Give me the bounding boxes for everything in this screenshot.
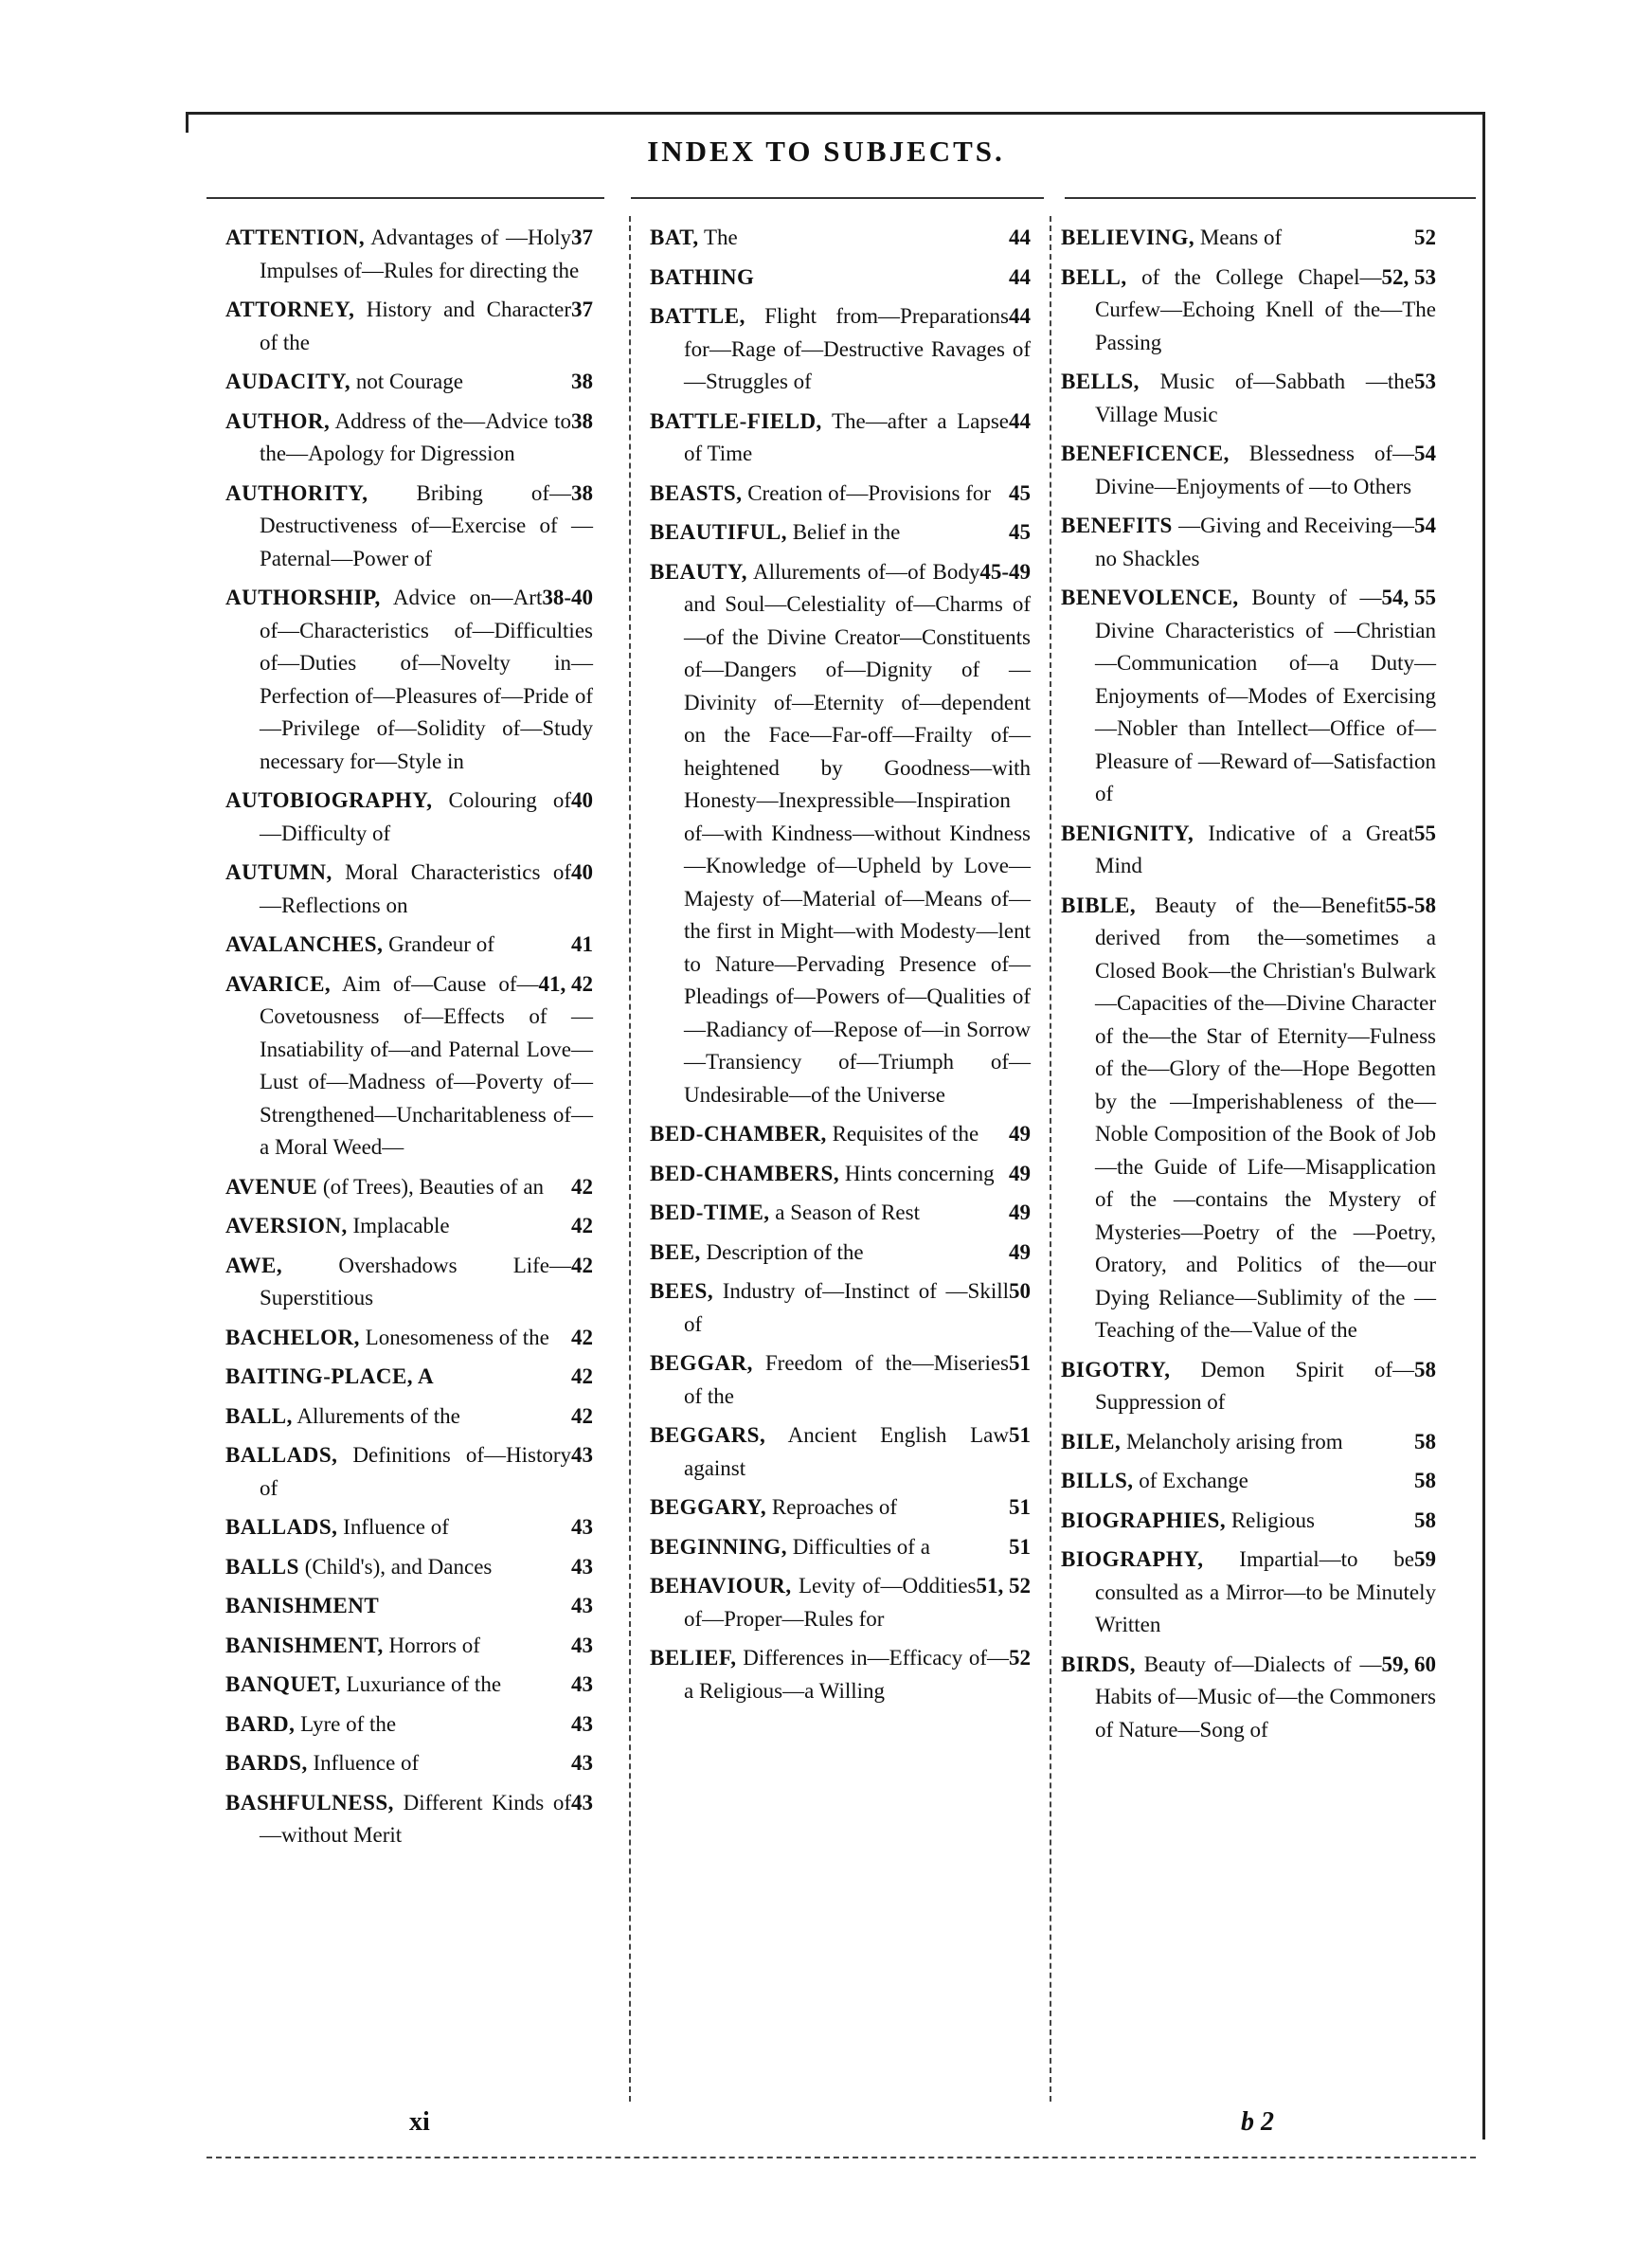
entry-pages: 55 [1414, 821, 1436, 845]
entry-heading: BELIEF, [650, 1646, 737, 1670]
entry-heading: BEASTS, [650, 480, 743, 505]
title-rule-left [206, 197, 604, 199]
entry-subtopics: Influence of [343, 1515, 449, 1539]
frame-right-rule [1482, 112, 1485, 2140]
entry-subtopics: Indicative of a Great Mind [1095, 821, 1414, 877]
entry-subtopics: Hints concerning [844, 1161, 995, 1185]
entry-heading: BEES, [650, 1279, 714, 1303]
entry-heading: BATHING [650, 264, 755, 289]
entry-heading: BIRDS, [1061, 1652, 1137, 1676]
index-entry [225, 478, 593, 576]
entry-pages: 37 [571, 226, 593, 249]
entry-heading: BILLS, [1061, 1469, 1134, 1492]
entry-pages: 45-49 [979, 559, 1031, 584]
index-entry [225, 1322, 593, 1355]
entry-heading: BIBLE, [1061, 893, 1137, 917]
index-entry [1061, 1505, 1436, 1538]
index-entry [650, 1275, 1031, 1341]
entry-subtopics: Address of the—Advice to the—Apology for Digression [260, 408, 571, 465]
index-entry [1061, 1426, 1436, 1459]
entry-pages: 43 [571, 1711, 593, 1736]
entry-subtopics: Luxuriance of the [346, 1672, 502, 1696]
index-entry [1061, 890, 1436, 1347]
entry-pages: 55-58 [1385, 893, 1436, 917]
entry-pages: 51 [1009, 1534, 1031, 1559]
entry-pages: 44 [1009, 264, 1031, 289]
entry-heading: BALLADS, [225, 1443, 338, 1467]
entry-heading: AVARICE, [225, 971, 332, 996]
index-entry [1061, 1544, 1436, 1642]
entry-subtopics: Reproaches of [771, 1495, 898, 1519]
index-entry [225, 222, 593, 287]
index-entry [225, 968, 593, 1165]
index-entry [1061, 1649, 1436, 1747]
entry-heading: BILE, [1061, 1429, 1122, 1454]
entry-pages: 43 [571, 1515, 593, 1539]
entry-subtopics: not Courage [355, 370, 463, 393]
entry-heading: BARDS, [225, 1751, 308, 1775]
entry-subtopics: Belief in the [792, 520, 901, 544]
entry-subtopics: Influence of [313, 1751, 420, 1775]
entry-pages: 49 [1009, 1239, 1031, 1264]
index-entry [1061, 818, 1436, 883]
entry-subtopics: Colouring of—Difficulty of [260, 788, 571, 845]
index-entry [650, 1419, 1031, 1485]
entry-heading: AVENUE [225, 1174, 318, 1199]
entry-subtopics: Description of the [706, 1239, 864, 1264]
title-rule-right [1065, 197, 1476, 199]
index-entry [1061, 1354, 1436, 1419]
entry-pages: 44 [1009, 408, 1031, 433]
entry-subtopics: —Giving and Receiving—no Shackles [1095, 514, 1414, 570]
entry-pages: 51 [1009, 1495, 1031, 1519]
index-entry [650, 1197, 1031, 1230]
entry-pages: 43 [571, 1443, 593, 1467]
index-entry [225, 582, 593, 778]
entry-subtopics: Different Kinds of—without Merit [260, 1790, 571, 1847]
entry-pages: 54 [1414, 442, 1436, 465]
entry-heading: BELL, [1061, 264, 1127, 289]
entry-heading: BEGGAR, [650, 1351, 753, 1375]
entry-pages: 43 [571, 1751, 593, 1775]
frame-left-tick [186, 112, 189, 133]
entry-subtopics: of Exchange [1139, 1469, 1248, 1492]
index-entry [225, 1250, 593, 1315]
entry-heading: ATTENTION, [225, 226, 366, 249]
entry-pages: 54, 55 [1381, 586, 1436, 609]
entry-heading: BALLADS, [225, 1515, 338, 1539]
entry-heading: BEGINNING, [650, 1534, 787, 1559]
entry-pages: 53 [1414, 370, 1436, 393]
entry-pages: 58 [1414, 1508, 1436, 1532]
entry-subtopics: Differences in—Efficacy of—a Religious—a Willing [684, 1646, 1009, 1703]
entry-subtopics: Freedom of the—Miseries of the [684, 1351, 1010, 1408]
title-rule-middle [631, 197, 1044, 199]
entry-pages: 54 [1414, 514, 1436, 537]
entry-pages: 43 [571, 1633, 593, 1657]
index-column-1 [225, 222, 593, 1859]
index-entry [650, 516, 1031, 550]
entry-heading: BEE, [650, 1239, 701, 1264]
index-entry [225, 1171, 593, 1204]
entry-subtopics: Blessedness of—Divine—Enjoyments of —to Others [1095, 442, 1414, 498]
index-entry [225, 294, 593, 359]
entry-subtopics: (Child's), and Dances [304, 1554, 493, 1579]
entry-subtopics: Advantages of —Holy Impulses of—Rules for directing the [260, 226, 580, 282]
entry-subtopics: Lyre of the [300, 1711, 397, 1736]
index-entry [225, 406, 593, 471]
entry-pages: 38 [571, 408, 593, 433]
index-entry [225, 1439, 593, 1505]
entry-pages: 58 [1414, 1469, 1436, 1492]
entry-pages: 50 [1009, 1279, 1031, 1303]
entry-pages: 41 [571, 932, 593, 956]
entry-subtopics: of the College Chapel—Curfew—Echoing Knell of the—The Passing [1095, 264, 1436, 354]
index-entry [650, 406, 1031, 471]
index-entry [650, 262, 1031, 295]
index-entry [225, 1747, 593, 1780]
column-divider-left [629, 216, 631, 2102]
entry-heading: BELIEVING, [1061, 226, 1195, 249]
entry-heading: BASHFULNESS, [225, 1790, 394, 1815]
entry-subtopics: Means of [1199, 226, 1283, 249]
entry-pages: 51, 52 [976, 1574, 1031, 1598]
entry-pages: 52, 53 [1381, 264, 1436, 289]
entry-heading: BENEFICENCE, [1061, 442, 1230, 465]
entry-subtopics: Bribing of—Destructiveness of—Exercise of —Paternal—Power of [260, 480, 593, 570]
index-entry [650, 1118, 1031, 1151]
entry-heading: BATTLE, [650, 304, 745, 328]
page-number: xi [409, 2107, 430, 2137]
entry-heading: BED-CHAMBERS, [650, 1161, 840, 1185]
entry-pages: 59 [1414, 1547, 1436, 1571]
index-entry [650, 556, 1031, 1112]
entry-subtopics: Industry of—Instinct of —Skill of [684, 1279, 1009, 1336]
entry-heading: BANISHMENT [225, 1594, 380, 1617]
entry-subtopics: History and Character of the [260, 298, 571, 354]
entry-heading: BEHAVIOUR, [650, 1574, 792, 1598]
entry-heading: BIOGRAPHY, [1061, 1547, 1204, 1571]
entry-heading: BAITING-PLACE, A [225, 1364, 435, 1388]
index-entry [1061, 366, 1436, 431]
index-entry [225, 1511, 593, 1544]
entry-subtopics: (of Trees), Beauties of an [322, 1174, 545, 1199]
entry-pages: 45 [1009, 520, 1031, 544]
entry-heading: AUDACITY, [225, 370, 351, 393]
entry-subtopics: Religious [1230, 1508, 1315, 1532]
entry-heading: BACHELOR, [225, 1325, 360, 1349]
entry-heading: BANISHMENT, [225, 1633, 384, 1657]
entry-heading: BIOGRAPHIES, [1061, 1508, 1227, 1532]
entry-heading: BEGGARY, [650, 1495, 767, 1519]
index-entry [650, 1642, 1031, 1707]
entry-subtopics: Lonesomeness of the [365, 1325, 549, 1349]
entry-pages: 58 [1414, 1357, 1436, 1381]
entry-pages: 49 [1009, 1161, 1031, 1185]
index-entry [650, 1237, 1031, 1270]
entry-heading: BENEVOLENCE, [1061, 586, 1239, 609]
entry-pages: 40 [571, 788, 593, 812]
entry-heading: BENIGNITY, [1061, 821, 1194, 845]
entry-heading: BEAUTIFUL, [650, 520, 787, 544]
entry-subtopics: Horrors of [388, 1633, 480, 1657]
entry-subtopics: Impartial—to be consulted as a Mirror—to be Minutely Written [1095, 1547, 1436, 1636]
entry-pages: 43 [571, 1672, 593, 1696]
entry-heading: AUTOBIOGRAPHY, [225, 788, 433, 812]
entry-pages: 52 [1414, 226, 1436, 249]
entry-subtopics: Requisites of the [832, 1122, 979, 1146]
entry-pages: 51 [1009, 1423, 1031, 1447]
index-entry [225, 1787, 593, 1852]
entry-heading: AUTHORSHIP, [225, 586, 381, 609]
entry-heading: BELLS, [1061, 370, 1140, 393]
entry-subtopics: The [703, 226, 738, 249]
entry-pages: 58 [1414, 1429, 1436, 1454]
entry-subtopics: Bounty of —Divine Characteristics of —Christian—Communication of—a Duty—Enjoyments of—Modes of Exercising—Nobler than Intellect—Office of—Pleasure of —Reward of—Satisfaction of [1095, 586, 1436, 805]
entry-subtopics: Implacable [352, 1214, 450, 1237]
index-entry [225, 366, 593, 399]
index-column-2 [650, 222, 1031, 1714]
entry-pages: 43 [571, 1594, 593, 1617]
index-entry [650, 300, 1031, 399]
index-entry [1061, 1465, 1436, 1498]
entry-subtopics: Difficulties of a [792, 1534, 930, 1559]
entry-heading: BALLS [225, 1554, 299, 1579]
index-entry [650, 1491, 1031, 1525]
entry-heading: AUTHORITY, [225, 480, 368, 505]
index-entry [225, 1630, 593, 1663]
entry-heading: AUTUMN, [225, 860, 332, 884]
entry-heading: BEAUTY, [650, 559, 747, 584]
entry-subtopics: Allurements of—of Body and Soul—Celestiality of—Charms of—of the Divine Creator—Constituents of—Dangers of—Dignity of —Divinity of—Eternity of—dependent on the Face—Far-off—Frailty of—heightened by Goodness—with Honesty—Inexpressible—Inspiration of—with Kindness—without Kindness—Knowledge of—Upheld by Love—Majesty of—Material of—Means of—the first in Might—with Modesty—lent to Nature—Pervading Presence of—Pleadings of—Powers of—Qualities of—Radiancy of—Repose of—in Sorrow—Transiency of—Triumph of—Undesirable—of the Universe [684, 559, 1031, 1107]
entry-pages: 52 [1009, 1646, 1031, 1670]
entry-subtopics: Allurements of the [296, 1403, 460, 1428]
entry-subtopics: Melancholy arising from [1125, 1429, 1343, 1454]
column-divider-right [1050, 216, 1051, 2102]
index-entry [225, 857, 593, 922]
index-column-3 [1061, 222, 1436, 1753]
entry-subtopics: Ancient English Law against [684, 1423, 1009, 1480]
index-entry [1061, 582, 1436, 811]
entry-subtopics: Beauty of the—Benefit derived from the—sometimes a Closed Book—the Christian's Bulwark—Capacities of the—Divine Character of the—the Star of Eternity—Fulness of the—Glory of the—Hope Begotten by the —Imperishableness of the—Noble Composition of the Book of Job—the Guide of Life—Misapplication of the —contains the Mystery of Mysteries—Poetry of the —Poetry, Oratory, and Politics of the—our Dying Reliance—Sublimity of the —Teaching of the—Value of the [1095, 893, 1436, 1342]
entry-pages: 43 [571, 1790, 593, 1815]
entry-heading: BIGOTRY, [1061, 1357, 1171, 1381]
entry-pages: 37 [571, 298, 593, 321]
entry-heading: BARD, [225, 1711, 296, 1736]
entry-heading: BEGGARS, [650, 1423, 766, 1447]
index-entry [225, 1551, 593, 1584]
index-entry [1061, 438, 1436, 503]
entry-pages: 38 [571, 480, 593, 505]
index-entry [225, 1590, 593, 1623]
index-entry [225, 1708, 593, 1742]
entry-heading: AVALANCHES, [225, 932, 384, 956]
entry-subtopics: Levity of—Oddities of—Proper—Rules for [684, 1574, 977, 1631]
entry-heading: BAT, [650, 226, 699, 249]
index-entry [225, 1361, 593, 1394]
entry-subtopics: Definitions of—History of [260, 1443, 571, 1500]
entry-pages: 42 [571, 1403, 593, 1428]
entry-pages: 45 [1009, 480, 1031, 505]
entry-pages: 42 [571, 1364, 593, 1388]
entry-pages: 49 [1009, 1122, 1031, 1146]
entry-subtopics: Music of—Sabbath —the Village Music [1095, 370, 1415, 426]
entry-subtopics: Flight from—Preparations for—Rage of—Destructive Ravages of—Struggles of [684, 304, 1031, 393]
entry-subtopics: Aim of—Cause of—Covetousness of—Effects of —Insatiability of—and Paternal Love—Lust of—Madness of—Poverty of—Strengthened—Uncharitableness of—a Moral Weed— [260, 971, 593, 1159]
entry-pages: 41, 42 [538, 971, 593, 996]
index-entry [225, 1669, 593, 1702]
entry-heading: BALL, [225, 1403, 293, 1428]
entry-pages: 59, 60 [1381, 1652, 1436, 1676]
entry-pages: 38 [571, 370, 593, 393]
entry-heading: AVERSION, [225, 1214, 348, 1237]
entry-heading: BED-TIME, [650, 1201, 770, 1224]
entry-heading: AUTHOR, [225, 408, 331, 433]
entry-subtopics: Grandeur of [388, 932, 494, 956]
entry-pages: 40 [571, 860, 593, 884]
index-entry [650, 222, 1031, 255]
index-entry [225, 785, 593, 850]
entry-subtopics: a Season of Rest [775, 1201, 920, 1224]
entry-pages: 42 [571, 1214, 593, 1237]
entry-pages: 38-40 [542, 586, 593, 609]
entry-subtopics: Creation of—Provisions for [747, 480, 992, 505]
index-entry [650, 1347, 1031, 1413]
entry-subtopics: The—after a Lapse of Time [684, 408, 1009, 465]
entry-pages: 44 [1009, 226, 1031, 249]
entry-pages: 42 [571, 1325, 593, 1349]
entry-subtopics: Overshadows Life—Superstitious [260, 1253, 571, 1309]
entry-subtopics: Advice on—Art of—Characteristics of—Difficulties of—Duties of—Novelty in—Perfection of—Pleasures of—Pride of—Privilege of—Solidity of—Study necessary for—Style in [260, 586, 593, 773]
index-entry [650, 1570, 1031, 1635]
index-entry [650, 478, 1031, 511]
entry-subtopics: Moral Characteristics of—Reflections on [260, 860, 571, 917]
entry-heading: BANQUET, [225, 1672, 341, 1696]
signature-mark: b 2 [1241, 2107, 1274, 2137]
index-entry [225, 1210, 593, 1243]
entry-pages: 42 [571, 1253, 593, 1277]
entry-pages: 42 [571, 1174, 593, 1199]
index-entry [1061, 262, 1436, 360]
entry-heading: BENEFITS [1061, 514, 1173, 537]
entry-heading: BED-CHAMBER, [650, 1122, 827, 1146]
index-entry [650, 1158, 1031, 1191]
entry-pages: 44 [1009, 304, 1031, 328]
entry-pages: 51 [1009, 1351, 1031, 1375]
index-entry [225, 929, 593, 962]
entry-heading: ATTORNEY, [225, 298, 355, 321]
index-entry [1061, 222, 1436, 255]
index-entry [225, 1400, 593, 1434]
entry-subtopics: Beauty of—Dialects of —Habits of—Music of—the Commoners of Nature—Song of [1095, 1652, 1436, 1742]
page-title: INDEX TO SUBJECTS. [647, 135, 1005, 168]
bottom-rule [206, 2157, 1476, 2158]
entry-heading: BATTLE-FIELD, [650, 408, 822, 433]
entry-pages: 49 [1009, 1201, 1031, 1224]
frame-top-rule [186, 112, 1485, 115]
index-entry [1061, 510, 1436, 575]
entry-pages: 43 [571, 1554, 593, 1579]
entry-subtopics: Demon Spirit of—Suppression of [1095, 1357, 1414, 1414]
entry-heading: AWE, [225, 1253, 283, 1277]
index-entry [650, 1531, 1031, 1564]
